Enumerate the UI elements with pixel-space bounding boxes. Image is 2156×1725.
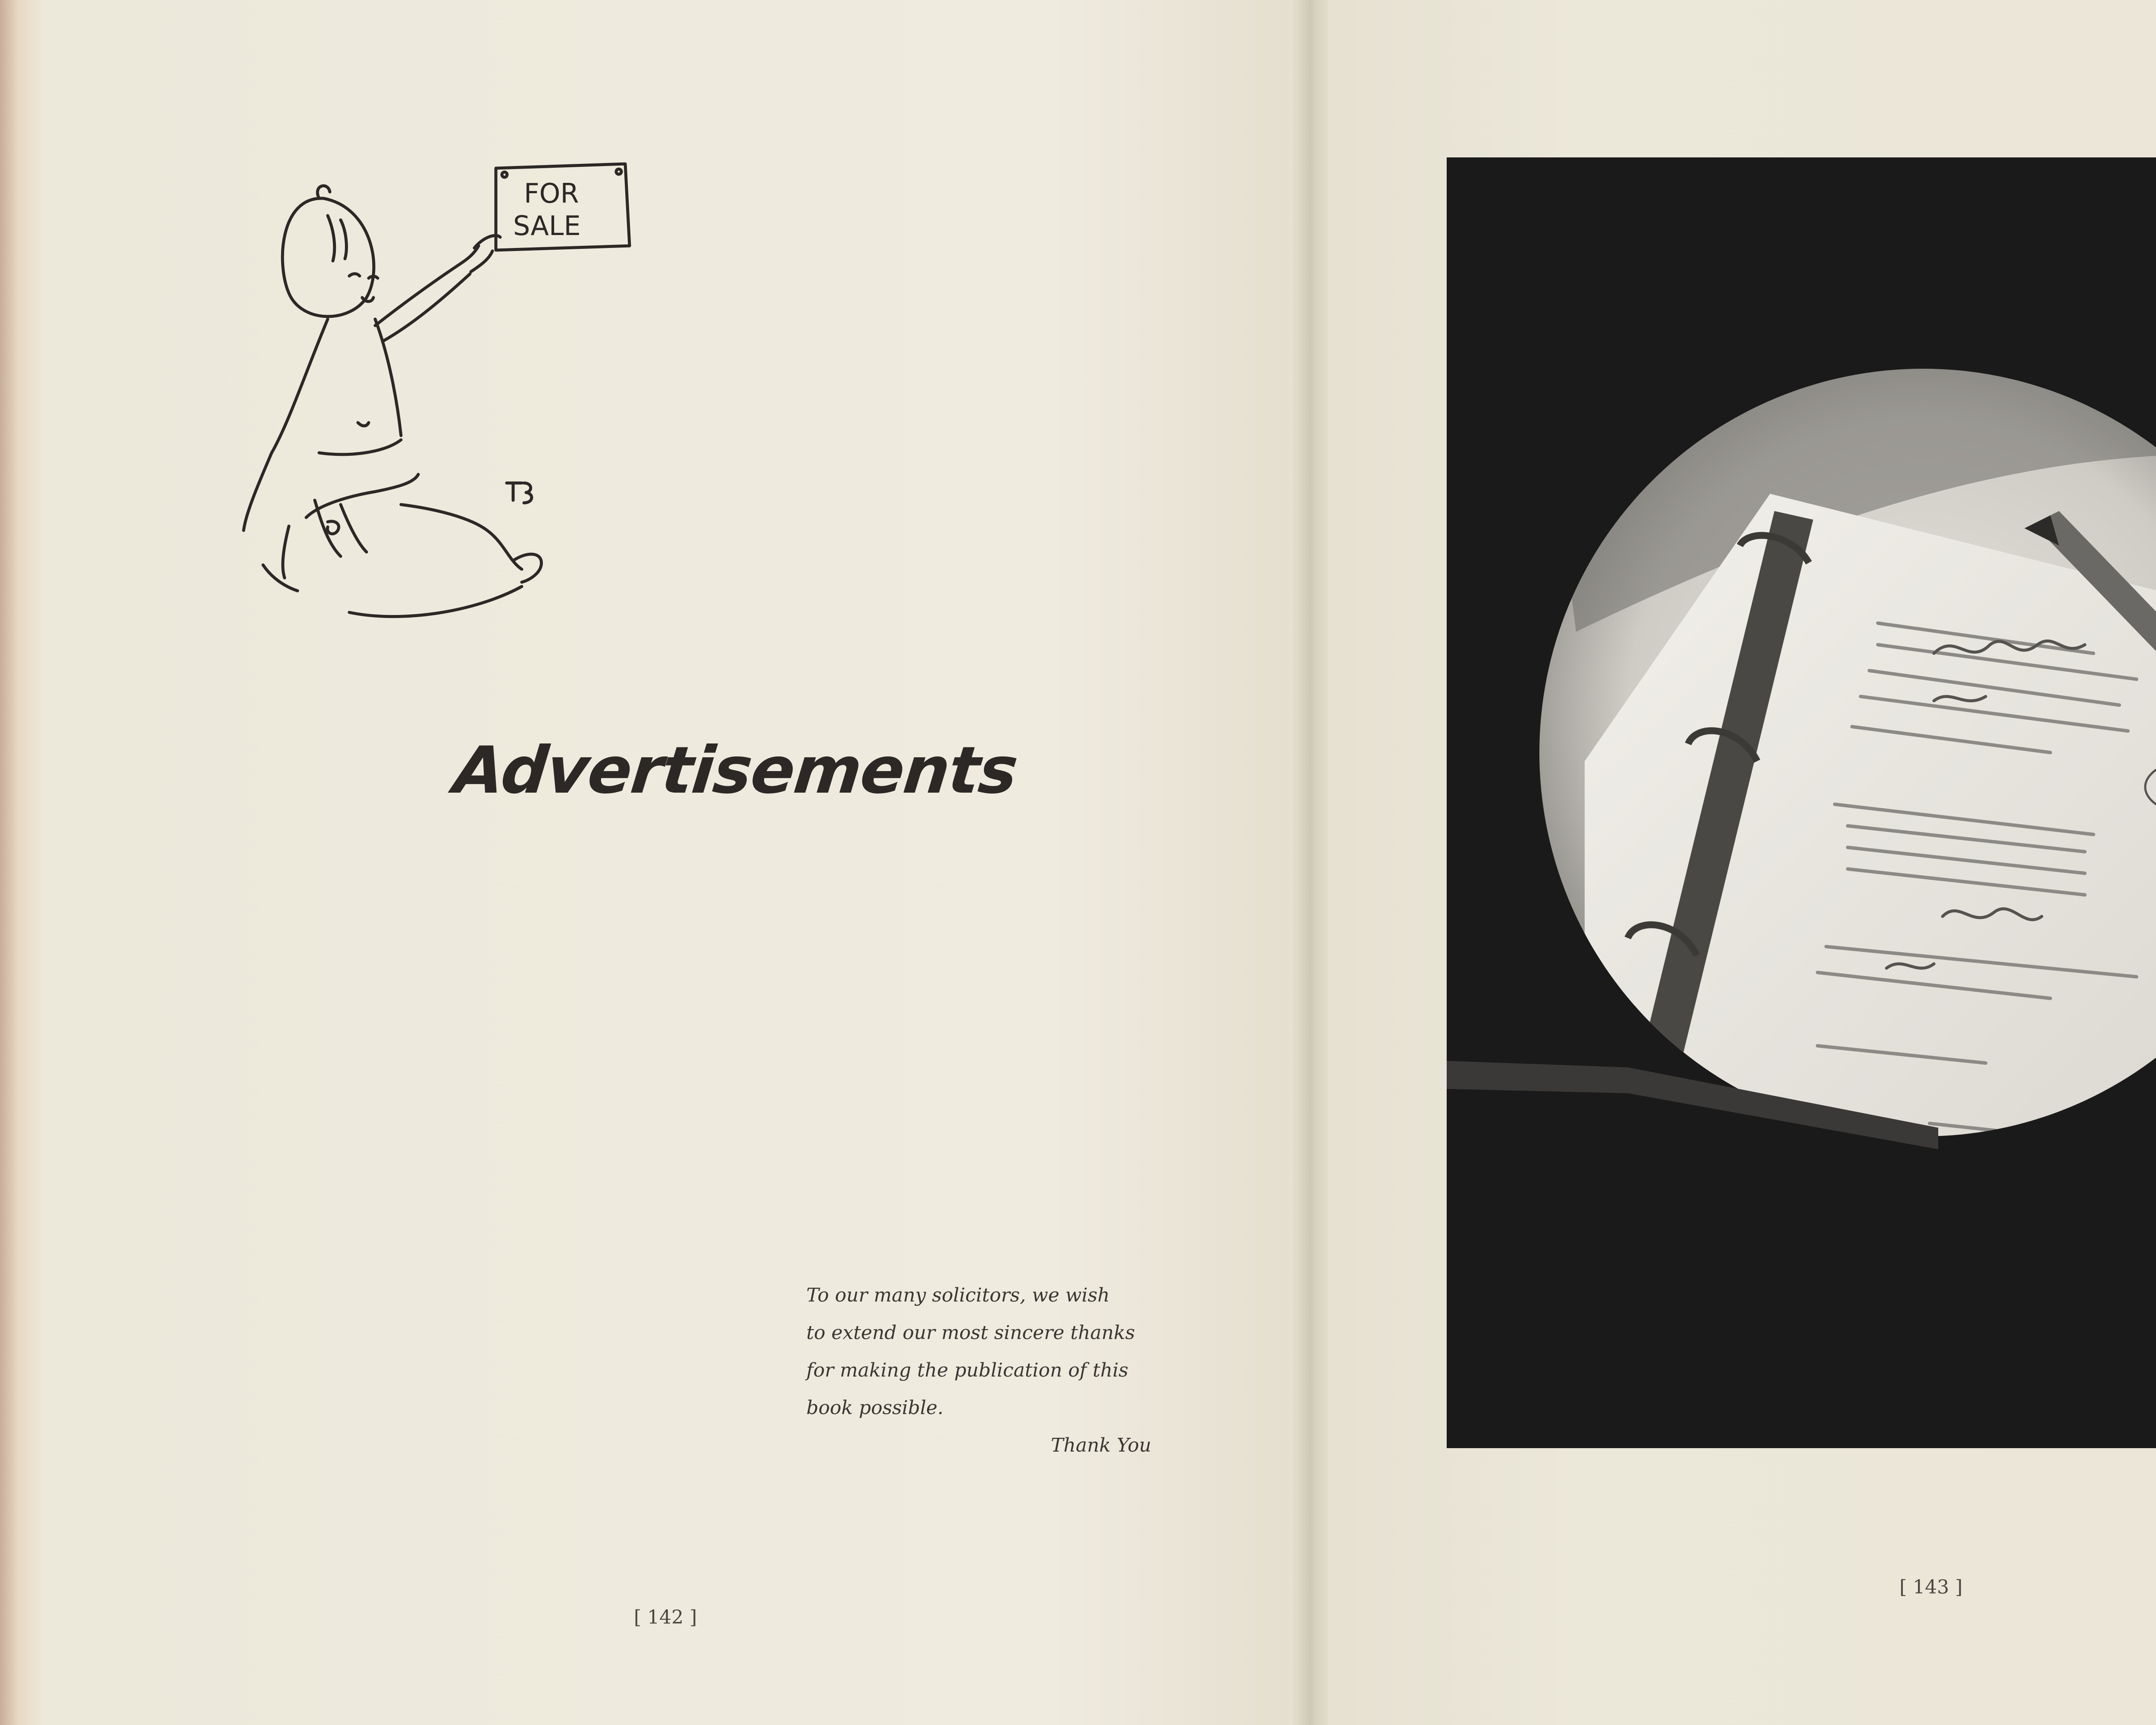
- note-line: book possible.: [806, 1397, 943, 1419]
- thank-you-note: [806, 1276, 1151, 1466]
- binding-edge: [0, 0, 41, 1725]
- for-sale-sign-line-2: SALE: [513, 210, 581, 242]
- binder-contract-photo: [1447, 157, 2156, 1448]
- note-line: To our many solicitors, we wish: [806, 1284, 1110, 1306]
- advertisements-title: Advertisements: [450, 733, 1021, 808]
- page-number-left: [ 142 ]: [634, 1606, 697, 1628]
- page-number-right: [ 143 ]: [1899, 1576, 1963, 1598]
- note-line: for making the publication of this: [806, 1359, 1128, 1381]
- baby-for-sale-illustration: [220, 155, 634, 634]
- note-signoff: Thank You: [1051, 1434, 1151, 1456]
- for-sale-sign-line-1: FOR: [524, 178, 579, 209]
- note-line: to extend our most sincere thanks: [806, 1322, 1135, 1344]
- contract-photo-image: [1447, 157, 2156, 1448]
